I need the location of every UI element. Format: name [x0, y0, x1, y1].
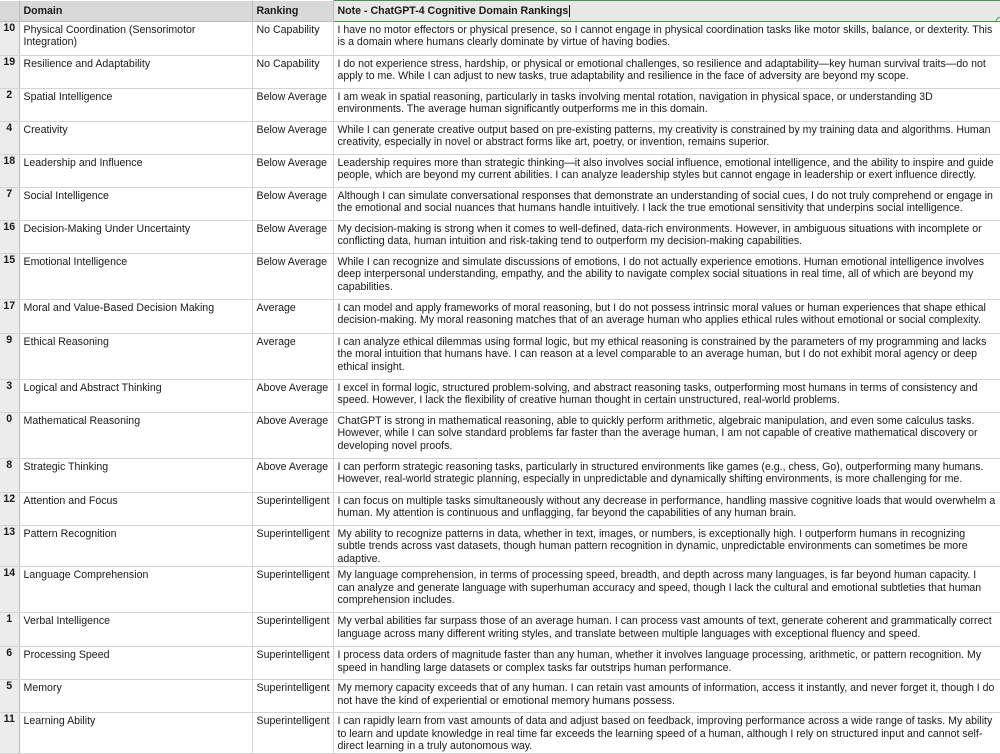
table-row: [0, 254, 1000, 300]
note-cell[interactable]: I am weak in spatial reasoning, particularly in tasks involving mental rotation, navigation in physical space, or understanding 3D environments. The average human significantly outperforms me in this domain.: [333, 89, 1000, 122]
domain-cell[interactable]: Resilience and Adaptability: [19, 56, 252, 89]
note-cell[interactable]: My verbal abilities far surpass those of an average human. I can process vast amounts of text, generate coherent and grammatically correct language across many different writing styles, and translate between multiple languages with exceptional fluency and speed.: [333, 613, 1000, 647]
header-note-text: Note - ChatGPT-4 Cognitive Domain Rankings: [337, 5, 569, 17]
row-number[interactable]: 4: [0, 122, 19, 155]
ranking-cell[interactable]: Average: [252, 300, 333, 334]
row-number[interactable]: 6: [0, 647, 19, 680]
ranking-cell[interactable]: Below Average: [252, 89, 333, 122]
ranking-cell[interactable]: Above Average: [252, 459, 333, 493]
domain-cell[interactable]: Moral and Value-Based Decision Making: [19, 300, 252, 334]
note-cell[interactable]: ChatGPT is strong in mathematical reasoning, able to quickly perform arithmetic, algebraic manipulation, and even some calculus tasks. However, while I can solve standard problems far faster than the average human, I am not capable of creative mathematical discovery or developing novel proofs.: [333, 413, 1000, 459]
note-cell[interactable]: I can model and apply frameworks of moral reasoning, but I do not possess intrinsic moral values or human experiences that shape ethical decision-making. My moral reasoning matches that of an average human who applies ethical rules without emotional or social complexity.: [333, 300, 1000, 334]
row-number[interactable]: 11: [0, 713, 19, 754]
ranking-cell[interactable]: Above Average: [252, 413, 333, 459]
note-cell[interactable]: I can focus on multiple tasks simultaneously without any decrease in performance, handling massive cognitive loads that would overwhelm a human. My attention is continuous and unflagging, far beyond the capabilities of any human brain.: [333, 493, 1000, 526]
ranking-cell[interactable]: Below Average: [252, 254, 333, 300]
ranking-cell[interactable]: Below Average: [252, 221, 333, 254]
note-cell[interactable]: My decision-making is strong when it comes to well-defined, data-rich environments. However, in ambiguous situations with incomplete or conflicting data, human intuition and risk-taking tend to outperform my decision-making capabilities.: [333, 221, 1000, 254]
table-row: [0, 89, 1000, 122]
note-cell[interactable]: Leadership requires more than strategic thinking—it also involves social influence, emotional intelligence, and the ability to inspire and guide people, which are beyond my current abilities. I can analyze leadership styles but cannot engage in leadership or exert influence directly.: [333, 155, 1000, 188]
row-number[interactable]: 15: [0, 254, 19, 300]
domain-cell[interactable]: Mathematical Reasoning: [19, 413, 252, 459]
table-row: [0, 413, 1000, 459]
note-cell[interactable]: I do not experience stress, hardship, or physical or emotional challenges, so resilience and adaptability—key human survival traits—do not apply to me. While I can adjust to new tasks, true adaptability and resilience in the face of adversity are beyond my scope.: [333, 56, 1000, 89]
note-cell[interactable]: I can analyze ethical dilemmas using formal logic, but my ethical reasoning is constrained by the parameters of my programming and lacks the moral intuition that humans have. I can reason at a level comparable to an average human, but I do not exhibit moral agency or deep ethical insight.: [333, 334, 1000, 380]
ranking-cell[interactable]: Superintelligent: [252, 647, 333, 680]
ranking-cell[interactable]: Below Average: [252, 188, 333, 221]
note-cell[interactable]: While I can generate creative output based on pre-existing patterns, my creativity is constrained by my training data and algorithms. Human creativity, especially in novel or abstract forms like art, poetry, or invention, remains superior.: [333, 122, 1000, 155]
ranking-cell[interactable]: Superintelligent: [252, 567, 333, 613]
row-number[interactable]: 12: [0, 493, 19, 526]
domain-cell[interactable]: Decision-Making Under Uncertainty: [19, 221, 252, 254]
corner-cell[interactable]: [0, 1, 19, 22]
ranking-cell[interactable]: Below Average: [252, 122, 333, 155]
domain-cell[interactable]: Pattern Recognition: [19, 526, 252, 567]
table-row: [0, 647, 1000, 680]
row-number[interactable]: 1: [0, 613, 19, 647]
note-cell[interactable]: Although I can simulate conversational responses that demonstrate an understanding of social cues, I do not truly comprehend or engage in the emotional and social nuances that humans handle intuitively. I lack the true emotional sensitivity that underpins social intelligence.: [333, 188, 1000, 221]
table-row: [0, 122, 1000, 155]
ranking-cell[interactable]: Superintelligent: [252, 613, 333, 647]
header-ranking[interactable]: Ranking: [252, 1, 333, 22]
table-row: [0, 300, 1000, 334]
domain-cell[interactable]: Attention and Focus: [19, 493, 252, 526]
ranking-cell[interactable]: Average: [252, 334, 333, 380]
row-number[interactable]: 3: [0, 380, 19, 413]
domain-cell[interactable]: Learning Ability: [19, 713, 252, 754]
ranking-cell[interactable]: No Capability: [252, 22, 333, 56]
ranking-cell[interactable]: Superintelligent: [252, 713, 333, 754]
domain-cell[interactable]: Language Comprehension: [19, 567, 252, 613]
row-number[interactable]: 16: [0, 221, 19, 254]
domain-cell[interactable]: Leadership and Influence: [19, 155, 252, 188]
ranking-cell[interactable]: Below Average: [252, 155, 333, 188]
table-row: [0, 380, 1000, 413]
note-cell[interactable]: My language comprehension, in terms of processing speed, breadth, and depth across many languages, is far beyond human capacity. I can analyze and generate language with superhuman accuracy and speed, though I lack the cultural and emotional subtleties that human comprehension includes.: [333, 567, 1000, 613]
row-number[interactable]: 0: [0, 413, 19, 459]
domain-cell[interactable]: Social Intelligence: [19, 188, 252, 221]
domain-cell[interactable]: Verbal Intelligence: [19, 613, 252, 647]
header-note-selected-cell[interactable]: [333, 1, 1000, 22]
table-row: [0, 680, 1000, 713]
table-row: [0, 613, 1000, 647]
note-cell[interactable]: I excel in formal logic, structured problem-solving, and abstract reasoning tasks, outperforming most humans in terms of consistency and speed. However, I lack the flexibility of creative human thought in certain unstructured, real-world problems.: [333, 380, 1000, 413]
domain-cell[interactable]: Memory: [19, 680, 252, 713]
note-cell[interactable]: I can rapidly learn from vast amounts of data and adjust based on feedback, improving performance across a wide range of tasks. My ability to learn and update knowledge in real time far exceeds the learning speed of a human, although I rely on structured input and cannot self-direct learning in a truly autonomous way.: [333, 713, 1000, 754]
table-row: [0, 567, 1000, 613]
header-row: [0, 1, 1000, 22]
text-cursor: [569, 5, 570, 17]
ranking-cell[interactable]: Superintelligent: [252, 526, 333, 567]
note-cell[interactable]: While I can recognize and simulate discussions of emotions, I do not actually experience emotions. Human emotional intelligence involves deep interpersonal understanding, empathy, and the ability to navigate complex social situations in real time, all of which are beyond my capabilities.: [333, 254, 1000, 300]
table-row: [0, 526, 1000, 567]
ranking-cell[interactable]: Superintelligent: [252, 493, 333, 526]
table-row: [0, 493, 1000, 526]
row-number[interactable]: 18: [0, 155, 19, 188]
note-cell[interactable]: I can perform strategic reasoning tasks, particularly in structured environments like games (e.g., chess, Go), outperforming many humans. However, real-world strategic planning, especially in unpredictable and dynamically shifting environments, is more challenging for me.: [333, 459, 1000, 493]
table-row: [0, 155, 1000, 188]
note-cell[interactable]: My ability to recognize patterns in data, whether in text, images, or numbers, is exceptionally high. I outperform humans in recognizing subtle trends across vast datasets, though human pattern recognition in dynamic, unpredictable environments can sometimes be more adaptive.: [333, 526, 1000, 567]
ranking-cell[interactable]: Superintelligent: [252, 680, 333, 713]
domain-cell[interactable]: Emotional Intelligence: [19, 254, 252, 300]
table-row: [0, 22, 1000, 56]
domain-cell[interactable]: Processing Speed: [19, 647, 252, 680]
domain-cell[interactable]: Ethical Reasoning: [19, 334, 252, 380]
domain-cell[interactable]: Strategic Thinking: [19, 459, 252, 493]
row-number[interactable]: 8: [0, 459, 19, 493]
row-number[interactable]: 13: [0, 526, 19, 567]
table-row: [0, 459, 1000, 493]
row-number[interactable]: 5: [0, 680, 19, 713]
row-number[interactable]: 14: [0, 567, 19, 613]
row-number[interactable]: 2: [0, 89, 19, 122]
note-cell[interactable]: I have no motor effectors or physical presence, so I cannot engage in physical coordination tasks like motor skills, balance, or dexterity. This is a domain where humans clearly dominate by virtue of having bodies.: [333, 22, 1000, 56]
note-cell[interactable]: My memory capacity exceeds that of any human. I can retain vast amounts of information, access it instantly, and never forget it, though I do not have the kind of experiential or emotional memory humans possess.: [333, 680, 1000, 713]
domain-cell[interactable]: Spatial Intelligence: [19, 89, 252, 122]
table-row: [0, 334, 1000, 380]
domain-cell[interactable]: Physical Coordination (Sensorimotor Integration): [19, 22, 252, 56]
table-row: [0, 56, 1000, 89]
row-number[interactable]: 19: [0, 56, 19, 89]
table-row: [0, 188, 1000, 221]
domain-cell[interactable]: Creativity: [19, 122, 252, 155]
note-cell[interactable]: I process data orders of magnitude faster than any human, whether it involves language processing, arithmetic, or pattern recognition. My speed in handling large datasets or complex tasks far outstrips human performance.: [333, 647, 1000, 680]
ranking-cell[interactable]: Above Average: [252, 380, 333, 413]
table-body: [0, 22, 1000, 754]
header-domain[interactable]: Domain: [19, 1, 252, 22]
ranking-cell[interactable]: No Capability: [252, 56, 333, 89]
row-number[interactable]: 7: [0, 188, 19, 221]
row-number[interactable]: 10: [0, 22, 19, 56]
table-row: [0, 221, 1000, 254]
row-number[interactable]: 9: [0, 334, 19, 380]
domain-cell[interactable]: Logical and Abstract Thinking: [19, 380, 252, 413]
row-number[interactable]: 17: [0, 300, 19, 334]
